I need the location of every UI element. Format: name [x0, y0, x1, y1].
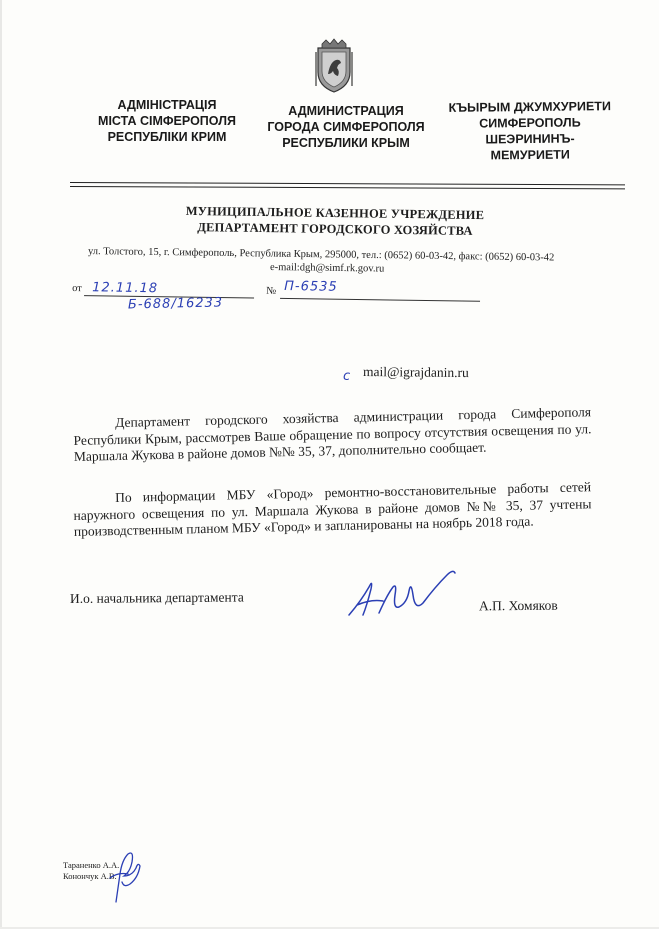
institution-name-line2: ДЕПАРТАМЕНТ ГОРОДСКОГО ХОЗЯЙСТВА	[197, 220, 473, 238]
handwritten-initials	[98, 848, 150, 904]
header-russian-line: РЕСПУБЛИКИ КРЫМ	[282, 136, 410, 150]
handwritten-registration-number: Б-688/16233	[127, 295, 224, 313]
header-divider-thin	[70, 186, 625, 189]
recipient-email: mail@igrajdanin.ru	[362, 364, 469, 381]
signatory-title: И.о. начальника департамента	[69, 589, 244, 606]
body-paragraph-2-text: По информации МБУ «Город» ремонтно-восстановительные работы сетей наружного освещения по ул. Маршала Жукова в районе домов №№ 35, 37 учтены производственным планом МБУ «Город» и запланированы на ноябрь 2018 года.	[73, 479, 592, 539]
body-paragraph-1-text: Департамент городского хозяйства администрации города Симферополя Республики Крым, рассмотрев Ваше обращение по вопросу отсутствия освещения по ул. Маршала Жукова в районе домов №№ 35, 37, дополнительно сообщает.	[73, 404, 592, 464]
header-russian	[258, 103, 434, 151]
scan-edge-left	[0, 0, 2, 929]
outgoing-reference	[72, 280, 633, 328]
handwritten-recipient-mark: с	[343, 369, 351, 384]
handwritten-number: П-6535	[284, 278, 338, 295]
header-ukrainian-line: РЕСПУБЛІКИ КРИМ	[107, 130, 227, 144]
executor-name: Конончук А.В.	[63, 870, 117, 881]
handwritten-date: 12.11.18	[92, 280, 159, 297]
crimea-coat-of-arms-icon	[312, 38, 356, 94]
reference-number-label: №	[266, 285, 277, 297]
institution-address: ул. Толстого, 15, г. Симферополь, Республика Крым, 295000, тел.: (0652) 60-03-42, факс: (0652) 60-03-42	[87, 246, 555, 264]
institution-name-line1: МУНИЦИПАЛЬНОЕ КАЗЕННОЕ УЧРЕЖДЕНИЕ	[185, 203, 485, 223]
reference-number-line	[280, 298, 480, 302]
handwritten-signature	[343, 565, 463, 625]
header-crimean-tatar-line: ШЕЭРИНИНЪ-	[485, 131, 575, 147]
header-crimean-tatar-line: МЕМУРИЕТИ	[490, 147, 570, 163]
header-ukrainian	[82, 97, 252, 145]
header-russian-line: ГОРОДА СИМФЕРОПОЛЯ	[267, 120, 425, 134]
header-crimean-tatar-line: СИМФЕРОПОЛЬ	[479, 115, 581, 131]
reference-from-label: от	[72, 283, 82, 295]
header-crimean-tatar-line: КЪЫРЫМ ДЖУМХУРИЕТИ	[448, 99, 611, 115]
institution-email: e-mail:dgh@simf.rk.gov.ru	[269, 262, 385, 275]
header-crimean-tatar	[440, 98, 621, 164]
header-russian-line: АДМИНИСТРАЦИЯ	[288, 104, 404, 118]
body-paragraph-1	[73, 404, 592, 465]
body-paragraph-2	[73, 479, 592, 540]
signatory-name: А.П. Хомяков	[478, 597, 558, 614]
header-ukrainian-line: МІСТА СІМФЕРОПОЛЯ	[98, 114, 236, 128]
executor-name: Тараненко А.А.	[63, 860, 120, 870]
header-divider	[70, 182, 625, 185]
header-ukrainian-line: АДМІНІСТРАЦІЯ	[117, 98, 217, 112]
